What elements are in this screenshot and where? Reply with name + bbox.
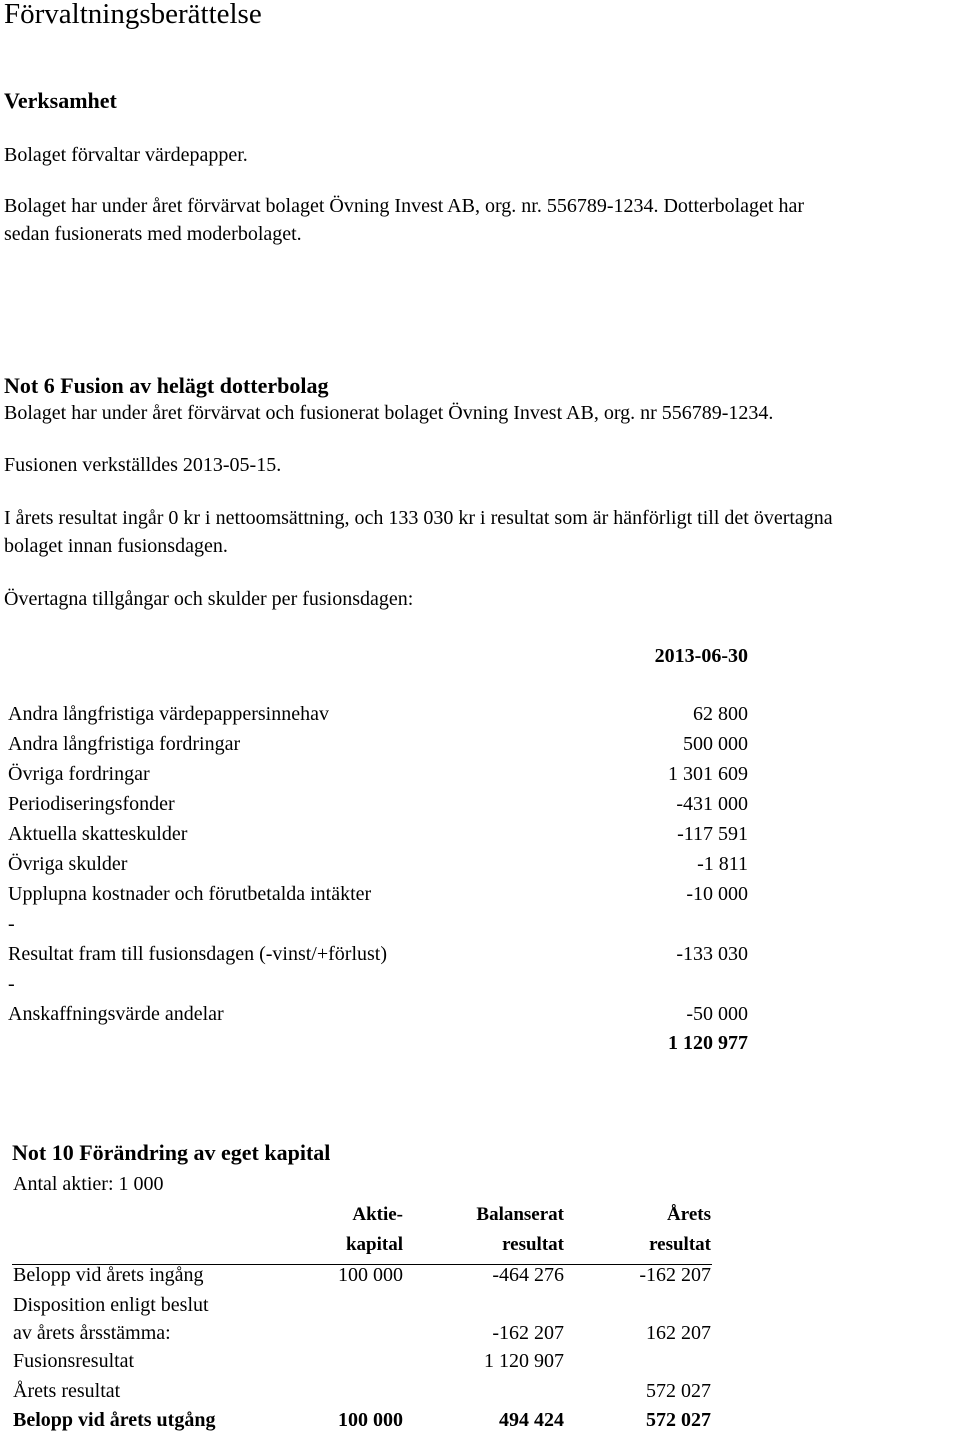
equity-row-label: Fusionsresultat [13, 1350, 135, 1372]
equity-total-cell: 494 424 [499, 1409, 564, 1431]
page-title: Förvaltningsberättelse [4, 0, 262, 30]
fusion-row-value: 62 800 [693, 703, 748, 725]
equity-cell: 100 000 [338, 1264, 403, 1286]
equity-column-header: resultat [502, 1234, 564, 1255]
paragraph: sedan fusionerats med moderbolaget. [4, 223, 302, 245]
fusion-row-value: 1 301 609 [668, 763, 748, 785]
fusion-row-label: Övriga skulder [8, 853, 128, 875]
equity-column-header: kapital [345, 1234, 403, 1255]
equity-total-cell: 572 027 [646, 1409, 711, 1431]
share-count: Antal aktier: 1 000 [13, 1173, 164, 1195]
equity-row-label: Disposition enligt beslut [13, 1294, 209, 1316]
fusion-row-value: -1 811 [697, 853, 748, 875]
fusion-row-label: Upplupna kostnader och förutbetalda intäkter [8, 883, 372, 905]
paragraph: Bolaget förvaltar värdepapper. [4, 144, 248, 166]
fusion-row-value: -10 000 [686, 883, 748, 905]
fusion-row-label: Resultat fram till fusionsdagen (-vinst/+förlust) [8, 943, 387, 965]
equity-row-label: Belopp vid årets ingång [13, 1264, 204, 1286]
fusion-row-label: - [8, 913, 15, 935]
paragraph: Fusionen verkställdes 2013-05-15. [4, 454, 282, 476]
paragraph: Övertagna tillgångar och skulder per fusionsdagen: [4, 588, 414, 610]
paragraph: Bolaget har under året förvärvat och fusionerat bolaget Övning Invest AB, org. nr 556789-1234. [4, 402, 774, 424]
equity-column-header: Årets [667, 1204, 711, 1225]
fusion-row-label: Aktuella skatteskulder [8, 823, 188, 845]
fusion-row-value: -50 000 [686, 1003, 748, 1025]
fusion-row-label: Andra långfristiga fordringar [8, 733, 241, 755]
paragraph: Bolaget har under året förvärvat bolaget Övning Invest AB, org. nr. 556789-1234. Dotterbolaget har [4, 195, 804, 217]
equity-cell: 162 207 [646, 1322, 711, 1344]
note-heading-not10: Not 10 Förändring av eget kapital [12, 1140, 331, 1165]
equity-row-label: Årets resultat [13, 1380, 121, 1402]
date-column-header: 2013-06-30 [654, 645, 748, 667]
equity-total-cell: 100 000 [338, 1409, 403, 1431]
fusion-row-value: -431 000 [676, 793, 748, 815]
equity-row-label: av årets årsstämma: [13, 1322, 171, 1344]
equity-cell: -464 276 [492, 1264, 564, 1286]
equity-total-label: Belopp vid årets utgång [13, 1409, 216, 1431]
equity-column-header: Aktie- [352, 1204, 403, 1225]
fusion-row-label: Övriga fordringar [8, 763, 150, 785]
section-heading-verksamhet: Verksamhet [4, 88, 117, 113]
fusion-row-value: -117 591 [677, 823, 748, 845]
fusion-row-value: -133 030 [676, 943, 748, 965]
equity-cell: -162 207 [492, 1322, 564, 1344]
fusion-row-label: Anskaffningsvärde andelar [8, 1003, 224, 1025]
equity-cell: 572 027 [646, 1380, 711, 1402]
note-heading-not6: Not 6 Fusion av helägt dotterbolag [4, 373, 329, 398]
equity-cell: 1 120 907 [484, 1350, 564, 1372]
equity-column-header: resultat [649, 1234, 711, 1255]
fusion-total: 1 120 977 [668, 1032, 748, 1054]
paragraph: I årets resultat ingår 0 kr i nettoomsättning, och 133 030 kr i resultat som är hänförligt till det övertagna [4, 507, 833, 529]
equity-column-header: Balanserat [476, 1204, 564, 1225]
fusion-row-label: Andra långfristiga värdepappersinnehav [8, 703, 329, 725]
fusion-row-label: - [8, 973, 15, 995]
fusion-row-label: Periodiseringsfonder [8, 793, 175, 815]
paragraph: bolaget innan fusionsdagen. [4, 535, 228, 557]
equity-cell: -162 207 [639, 1264, 711, 1286]
fusion-row-value: 500 000 [683, 733, 748, 755]
